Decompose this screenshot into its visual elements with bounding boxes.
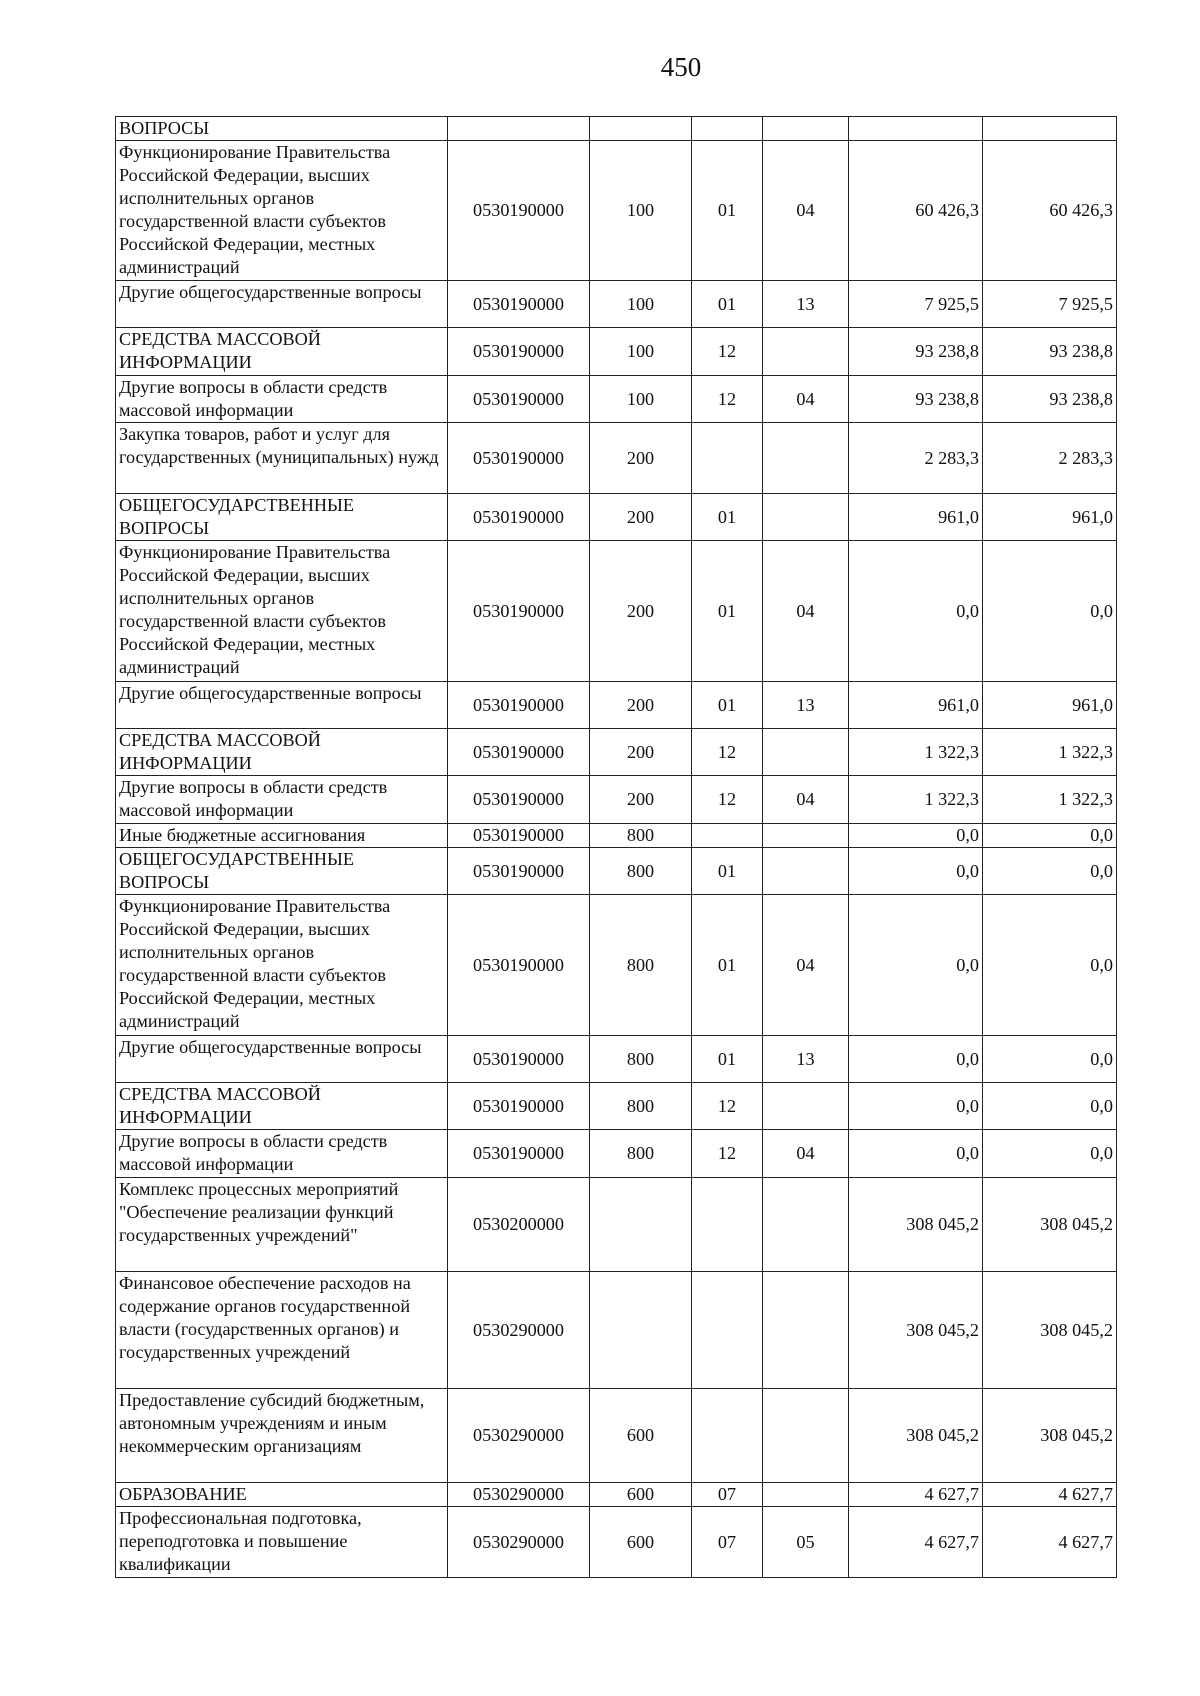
subsection-cell bbox=[763, 1389, 849, 1483]
amount-year1-cell: 0,0 bbox=[849, 1036, 983, 1083]
row-name-cell: Предоставление субсидий бюджетным, автономным учреждениям и иным некоммерческим организациям bbox=[116, 1389, 448, 1483]
section-cell: 01 bbox=[692, 682, 763, 729]
amount-year2-cell: 308 045,2 bbox=[983, 1178, 1117, 1272]
amount-year2-cell: 0,0 bbox=[983, 824, 1117, 848]
target-article-cell: 0530200000 bbox=[448, 1178, 590, 1272]
subsection-cell bbox=[763, 848, 849, 895]
target-article-cell: 0530190000 bbox=[448, 494, 590, 541]
table-row bbox=[116, 141, 1117, 281]
expense-type-cell: 100 bbox=[590, 141, 692, 281]
expense-type-cell: 800 bbox=[590, 824, 692, 848]
section-cell bbox=[692, 423, 763, 494]
row-name-cell: Другие вопросы в области средств массовой информации bbox=[116, 1130, 448, 1178]
budget-table bbox=[115, 116, 1117, 1578]
expense-type-cell bbox=[590, 1272, 692, 1389]
table-row bbox=[116, 1483, 1117, 1507]
expense-type-cell: 800 bbox=[590, 1036, 692, 1083]
target-article-cell: 0530190000 bbox=[448, 1130, 590, 1178]
table-row bbox=[116, 1036, 1117, 1083]
subsection-cell: 13 bbox=[763, 682, 849, 729]
row-name-cell: Другие общегосударственные вопросы bbox=[116, 682, 448, 729]
section-cell bbox=[692, 1178, 763, 1272]
amount-year2-cell: 4 627,7 bbox=[983, 1483, 1117, 1507]
subsection-cell: 04 bbox=[763, 376, 849, 423]
amount-year1-cell: 308 045,2 bbox=[849, 1272, 983, 1389]
amount-year1-cell: 7 925,5 bbox=[849, 281, 983, 328]
amount-year2-cell: 0,0 bbox=[983, 895, 1117, 1036]
subsection-cell: 13 bbox=[763, 281, 849, 328]
amount-year1-cell: 2 283,3 bbox=[849, 423, 983, 494]
amount-year2-cell: 0,0 bbox=[983, 848, 1117, 895]
target-article-cell bbox=[448, 117, 590, 141]
subsection-cell bbox=[763, 328, 849, 376]
expense-type-cell: 200 bbox=[590, 682, 692, 729]
amount-year1-cell: 0,0 bbox=[849, 541, 983, 682]
subsection-cell: 04 bbox=[763, 1130, 849, 1178]
target-article-cell: 0530190000 bbox=[448, 895, 590, 1036]
amount-year1-cell: 60 426,3 bbox=[849, 141, 983, 281]
amount-year2-cell: 2 283,3 bbox=[983, 423, 1117, 494]
amount-year1-cell: 308 045,2 bbox=[849, 1389, 983, 1483]
target-article-cell: 0530190000 bbox=[448, 848, 590, 895]
section-cell: 12 bbox=[692, 1130, 763, 1178]
subsection-cell bbox=[763, 1272, 849, 1389]
amount-year2-cell: 0,0 bbox=[983, 1083, 1117, 1130]
amount-year1-cell: 0,0 bbox=[849, 848, 983, 895]
table-row bbox=[116, 682, 1117, 729]
subsection-cell bbox=[763, 729, 849, 776]
amount-year1-cell: 4 627,7 bbox=[849, 1483, 983, 1507]
row-name-cell: СРЕДСТВА МАССОВОЙ ИНФОРМАЦИИ bbox=[116, 1083, 448, 1130]
table-row bbox=[116, 281, 1117, 328]
amount-year1-cell: 4 627,7 bbox=[849, 1507, 983, 1578]
subsection-cell bbox=[763, 824, 849, 848]
subsection-cell: 05 bbox=[763, 1507, 849, 1578]
amount-year2-cell: 60 426,3 bbox=[983, 141, 1117, 281]
amount-year1-cell: 0,0 bbox=[849, 824, 983, 848]
expense-type-cell: 200 bbox=[590, 494, 692, 541]
row-name-cell: Другие общегосударственные вопросы bbox=[116, 1036, 448, 1083]
section-cell bbox=[692, 1272, 763, 1389]
subsection-cell: 04 bbox=[763, 141, 849, 281]
amount-year1-cell: 0,0 bbox=[849, 895, 983, 1036]
row-name-cell: Функционирование Правительства Российской Федерации, высших исполнительных органов государственной власти субъектов Российской Федерации, местных администраций bbox=[116, 141, 448, 281]
table-row bbox=[116, 328, 1117, 376]
table-row bbox=[116, 848, 1117, 895]
row-name-cell: ОБЩЕГОСУДАРСТВЕННЫЕ ВОПРОСЫ bbox=[116, 494, 448, 541]
amount-year2-cell: 0,0 bbox=[983, 541, 1117, 682]
amount-year2-cell: 0,0 bbox=[983, 1036, 1117, 1083]
section-cell bbox=[692, 824, 763, 848]
table-row bbox=[116, 1389, 1117, 1483]
section-cell: 12 bbox=[692, 729, 763, 776]
target-article-cell: 0530190000 bbox=[448, 281, 590, 328]
amount-year2-cell: 7 925,5 bbox=[983, 281, 1117, 328]
expense-type-cell: 800 bbox=[590, 895, 692, 1036]
target-article-cell: 0530190000 bbox=[448, 541, 590, 682]
row-name-cell: СРЕДСТВА МАССОВОЙ ИНФОРМАЦИИ bbox=[116, 328, 448, 376]
amount-year2-cell: 4 627,7 bbox=[983, 1507, 1117, 1578]
subsection-cell bbox=[763, 1083, 849, 1130]
amount-year1-cell: 1 322,3 bbox=[849, 729, 983, 776]
expense-type-cell: 800 bbox=[590, 1083, 692, 1130]
amount-year2-cell: 961,0 bbox=[983, 494, 1117, 541]
target-article-cell: 0530190000 bbox=[448, 682, 590, 729]
section-cell bbox=[692, 1389, 763, 1483]
target-article-cell: 0530290000 bbox=[448, 1389, 590, 1483]
table-row bbox=[116, 1178, 1117, 1272]
table-row bbox=[116, 376, 1117, 423]
row-name-cell: Закупка товаров, работ и услуг для государственных (муниципальных) нужд bbox=[116, 423, 448, 494]
subsection-cell bbox=[763, 423, 849, 494]
table-row bbox=[116, 729, 1117, 776]
section-cell: 01 bbox=[692, 848, 763, 895]
target-article-cell: 0530190000 bbox=[448, 1036, 590, 1083]
row-name-cell: Другие вопросы в области средств массовой информации bbox=[116, 376, 448, 423]
target-article-cell: 0530190000 bbox=[448, 1083, 590, 1130]
target-article-cell: 0530190000 bbox=[448, 776, 590, 824]
section-cell: 12 bbox=[692, 776, 763, 824]
amount-year1-cell: 1 322,3 bbox=[849, 776, 983, 824]
expense-type-cell: 100 bbox=[590, 376, 692, 423]
expense-type-cell bbox=[590, 1178, 692, 1272]
subsection-cell bbox=[763, 117, 849, 141]
expense-type-cell: 200 bbox=[590, 729, 692, 776]
expense-type-cell: 100 bbox=[590, 328, 692, 376]
table-row bbox=[116, 1130, 1117, 1178]
amount-year1-cell: 93 238,8 bbox=[849, 328, 983, 376]
table-row bbox=[116, 117, 1117, 141]
subsection-cell bbox=[763, 1178, 849, 1272]
target-article-cell: 0530190000 bbox=[448, 328, 590, 376]
amount-year1-cell: 961,0 bbox=[849, 494, 983, 541]
subsection-cell: 13 bbox=[763, 1036, 849, 1083]
row-name-cell: ОБЩЕГОСУДАРСТВЕННЫЕ ВОПРОСЫ bbox=[116, 848, 448, 895]
section-cell: 01 bbox=[692, 281, 763, 328]
table-row bbox=[116, 895, 1117, 1036]
row-name-cell: СРЕДСТВА МАССОВОЙ ИНФОРМАЦИИ bbox=[116, 729, 448, 776]
subsection-cell: 04 bbox=[763, 541, 849, 682]
target-article-cell: 0530290000 bbox=[448, 1507, 590, 1578]
page-number: 450 bbox=[660, 52, 702, 82]
expense-type-cell: 600 bbox=[590, 1483, 692, 1507]
table-row bbox=[116, 1083, 1117, 1130]
target-article-cell: 0530190000 bbox=[448, 141, 590, 281]
amount-year2-cell: 93 238,8 bbox=[983, 376, 1117, 423]
section-cell: 01 bbox=[692, 541, 763, 682]
section-cell bbox=[692, 117, 763, 141]
amount-year2-cell: 1 322,3 bbox=[983, 776, 1117, 824]
target-article-cell: 0530190000 bbox=[448, 729, 590, 776]
table-row bbox=[116, 1507, 1117, 1578]
target-article-cell: 0530290000 bbox=[448, 1483, 590, 1507]
amount-year2-cell: 961,0 bbox=[983, 682, 1117, 729]
expense-type-cell: 800 bbox=[590, 1130, 692, 1178]
amount-year1-cell: 0,0 bbox=[849, 1083, 983, 1130]
row-name-cell: Функционирование Правительства Российской Федерации, высших исполнительных органов государственной власти субъектов Российской Федерации, местных администраций bbox=[116, 895, 448, 1036]
expense-type-cell: 200 bbox=[590, 423, 692, 494]
expense-type-cell: 600 bbox=[590, 1507, 692, 1578]
amount-year2-cell: 0,0 bbox=[983, 1130, 1117, 1178]
section-cell: 12 bbox=[692, 376, 763, 423]
target-article-cell: 0530190000 bbox=[448, 824, 590, 848]
target-article-cell: 0530290000 bbox=[448, 1272, 590, 1389]
row-name-cell: ОБРАЗОВАНИЕ bbox=[116, 1483, 448, 1507]
section-cell: 12 bbox=[692, 1083, 763, 1130]
subsection-cell bbox=[763, 1483, 849, 1507]
amount-year1-cell: 93 238,8 bbox=[849, 376, 983, 423]
section-cell: 01 bbox=[692, 895, 763, 1036]
section-cell: 07 bbox=[692, 1507, 763, 1578]
amount-year1-cell: 961,0 bbox=[849, 682, 983, 729]
amount-year2-cell: 93 238,8 bbox=[983, 328, 1117, 376]
section-cell: 12 bbox=[692, 328, 763, 376]
row-name-cell: Другие вопросы в области средств массовой информации bbox=[116, 776, 448, 824]
table-row bbox=[116, 423, 1117, 494]
subsection-cell: 04 bbox=[763, 776, 849, 824]
amount-year1-cell: 308 045,2 bbox=[849, 1178, 983, 1272]
amount-year2-cell: 1 322,3 bbox=[983, 729, 1117, 776]
table-row bbox=[116, 494, 1117, 541]
subsection-cell: 04 bbox=[763, 895, 849, 1036]
expense-type-cell: 800 bbox=[590, 848, 692, 895]
target-article-cell: 0530190000 bbox=[448, 423, 590, 494]
row-name-cell: Другие общегосударственные вопросы bbox=[116, 281, 448, 328]
row-name-cell: Иные бюджетные ассигнования bbox=[116, 824, 448, 848]
section-cell: 01 bbox=[692, 1036, 763, 1083]
expense-type-cell: 200 bbox=[590, 541, 692, 682]
expense-type-cell bbox=[590, 117, 692, 141]
amount-year2-cell: 308 045,2 bbox=[983, 1272, 1117, 1389]
table-row bbox=[116, 776, 1117, 824]
amount-year2-cell bbox=[983, 117, 1117, 141]
expense-type-cell: 100 bbox=[590, 281, 692, 328]
row-name-cell: Финансовое обеспечение расходов на содержание органов государственной власти (государственных органов) и государственных учреждений bbox=[116, 1272, 448, 1389]
section-cell: 01 bbox=[692, 141, 763, 281]
row-name-cell: Комплекс процессных мероприятий "Обеспечение реализации функций государственных учреждений" bbox=[116, 1178, 448, 1272]
amount-year1-cell bbox=[849, 117, 983, 141]
row-name-cell: Функционирование Правительства Российской Федерации, высших исполнительных органов государственной власти субъектов Российской Федерации, местных администраций bbox=[116, 541, 448, 682]
table-row bbox=[116, 541, 1117, 682]
row-name-cell: Профессиональная подготовка, переподготовка и повышение квалификации bbox=[116, 1507, 448, 1578]
amount-year2-cell: 308 045,2 bbox=[983, 1389, 1117, 1483]
expense-type-cell: 200 bbox=[590, 776, 692, 824]
expense-type-cell: 600 bbox=[590, 1389, 692, 1483]
table-row bbox=[116, 1272, 1117, 1389]
amount-year1-cell: 0,0 bbox=[849, 1130, 983, 1178]
table-row bbox=[116, 824, 1117, 848]
subsection-cell bbox=[763, 494, 849, 541]
section-cell: 01 bbox=[692, 494, 763, 541]
row-name-cell: ВОПРОСЫ bbox=[116, 117, 448, 141]
section-cell: 07 bbox=[692, 1483, 763, 1507]
target-article-cell: 0530190000 bbox=[448, 376, 590, 423]
